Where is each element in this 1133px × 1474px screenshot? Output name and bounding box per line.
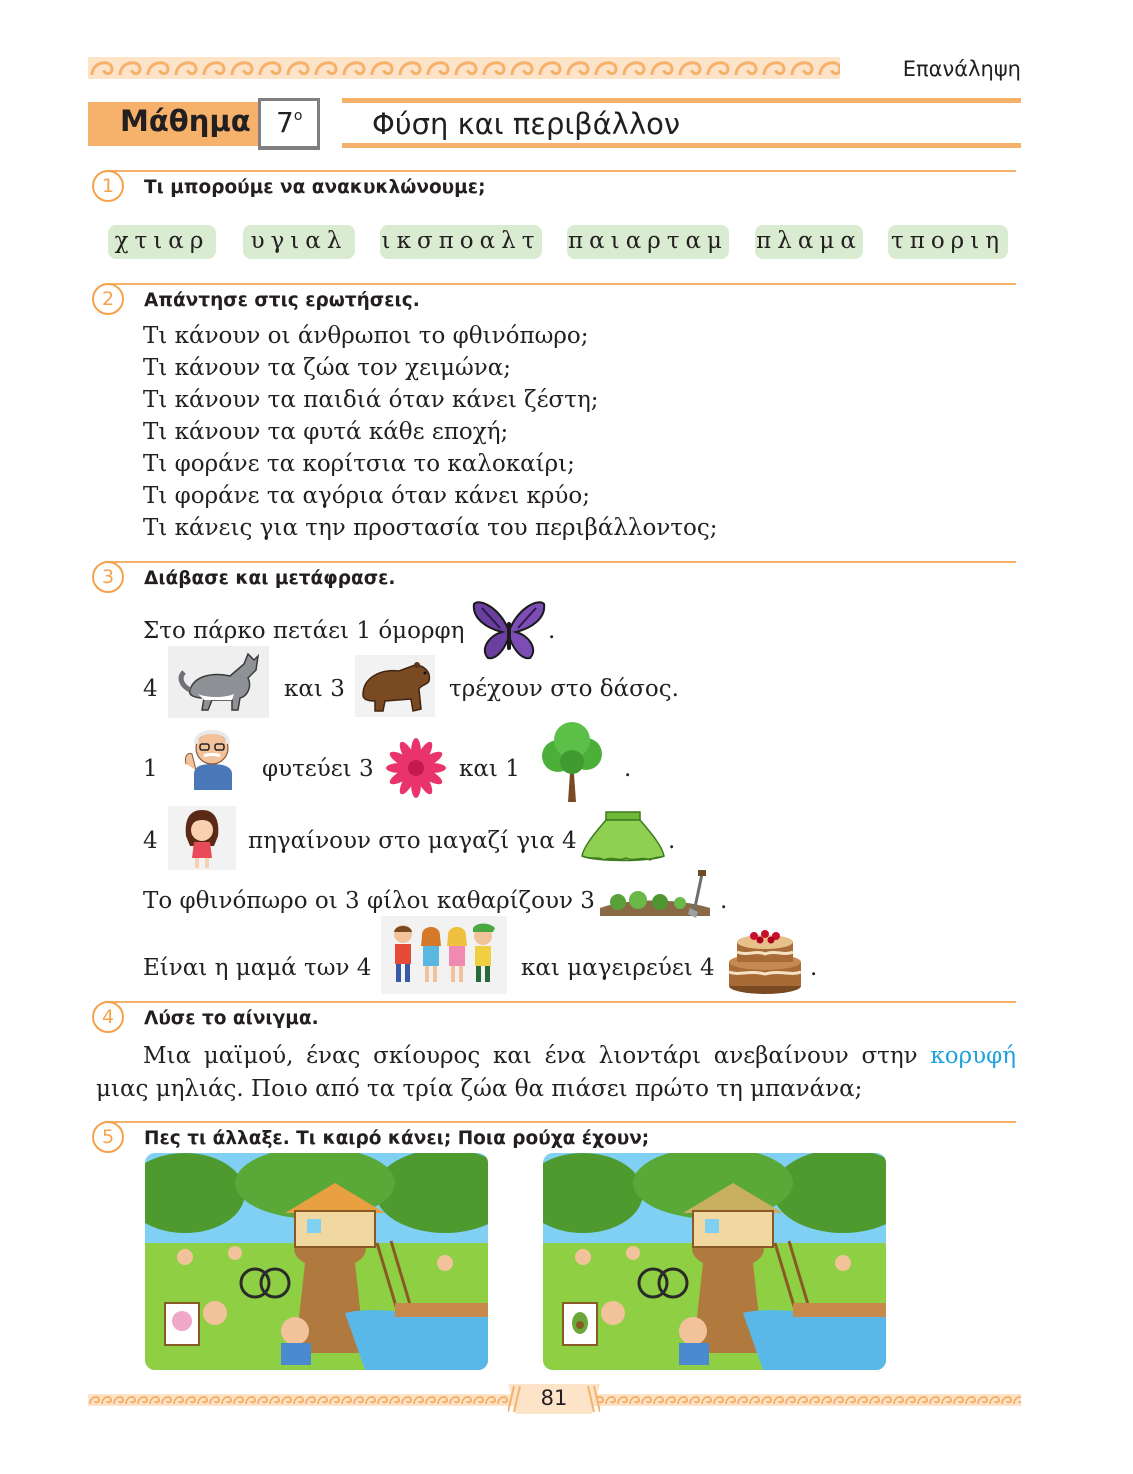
- title-top-rule: [342, 98, 1021, 103]
- lesson-title: Φύση και περιβάλλον: [372, 107, 681, 141]
- question-item: Τι κάνουν οι άνθρωποι το φθινόπωρο;: [143, 323, 589, 349]
- exercise-number-badge: 2: [92, 283, 124, 315]
- exercise-number-badge: 1: [92, 170, 124, 202]
- exercise-title: Διάβασε και μετάφρασε.: [144, 568, 396, 589]
- word-tag: πλαμα: [755, 225, 863, 259]
- sentence-4-end: .: [668, 828, 676, 854]
- lesson-number-suffix: ο: [293, 108, 303, 124]
- girl-icon: [168, 806, 236, 870]
- sentence-3-count: 1: [143, 756, 158, 782]
- question-item: Τι κάνουν τα φυτά κάθε εποχή;: [143, 419, 509, 445]
- exercise-title: Τι μπορούμε να ανακυκλώνουμε;: [144, 177, 486, 198]
- exercise-number-badge: 4: [92, 1001, 124, 1033]
- garden-icon: [598, 868, 716, 918]
- section-name: Επανάληψη: [902, 57, 1021, 81]
- exercise-3-header: [92, 561, 1016, 595]
- wolf-icon: [168, 646, 269, 718]
- question-item: Τι φοράνε τα κορίτσια το καλοκαίρι;: [143, 451, 575, 477]
- park-scene-left: [145, 1153, 488, 1370]
- exercise-title: Πες τι άλλαξε. Τι καιρό κάνει; Ποια ρούχα έχουν;: [144, 1128, 650, 1149]
- park-scene-right: [543, 1153, 886, 1370]
- riddle-text: [96, 1040, 1016, 1106]
- sentence-1-text: Στο πάρκο πετάει 1 όμορφη: [143, 618, 465, 644]
- bear-icon: [355, 655, 435, 717]
- question-item: Τι κάνουν τα παιδιά όταν κάνει ζέστη;: [143, 387, 599, 413]
- exercise-4-header: [92, 1001, 1016, 1035]
- sentence-2-end: τρέχουν στο δάσος.: [449, 676, 679, 702]
- children-icon: [381, 916, 507, 994]
- butterfly-icon: [472, 598, 546, 664]
- recycle-word-tags: [108, 225, 1008, 261]
- exercise-number-badge: 5: [92, 1121, 124, 1153]
- skirt-icon: [580, 808, 666, 864]
- riddle-text-end: μιας μηλιάς. Ποιο από τα τρία ζώα θα πιάσει πρώτο τη μπανάνα;: [96, 1076, 863, 1102]
- riddle-text-start: Μια μαϊμού, ένας σκίουρος και ένα λιοντάρι ανεβαίνουν στην: [143, 1043, 918, 1069]
- sentence-2-count: 4: [143, 676, 158, 702]
- lesson-title-bar: [88, 98, 1021, 150]
- riddle-highlight-word: κορυφή: [930, 1043, 1016, 1069]
- sentence-2-middle: και 3: [284, 676, 345, 702]
- exercise-title: Λύσε το αίνιγμα.: [144, 1008, 319, 1029]
- header-ornament-band: [88, 55, 840, 81]
- lesson-number-value: 7: [276, 106, 294, 139]
- exercise-rule: [108, 170, 1016, 172]
- question-list: [143, 320, 718, 544]
- sentence-6-middle: και μαγειρεύει 4: [521, 955, 715, 981]
- exercise-title: Απάντησε στις ερωτήσεις.: [144, 290, 420, 311]
- exercise-number-badge: 3: [92, 561, 124, 593]
- question-item: Τι κάνεις για την προστασία του περιβάλλοντος;: [143, 515, 718, 541]
- word-tag: υγιαλ: [243, 225, 355, 259]
- word-tag: παιαρταμ: [567, 225, 729, 259]
- cake-icon: [724, 914, 806, 996]
- exercise-rule: [108, 561, 1016, 563]
- lesson-label: Μάθημα: [120, 104, 251, 138]
- riddle-paragraph: [96, 1040, 1016, 1106]
- word-tag: χτιαρ: [108, 225, 216, 259]
- exercise-2-header: [92, 283, 1016, 317]
- title-bottom-rule: [342, 143, 1021, 148]
- flower-icon: [386, 738, 446, 798]
- exercise-rule: [108, 1001, 1016, 1003]
- exercise-5-header: [92, 1121, 1016, 1155]
- sentence-4-middle: πηγαίνουν στο μαγαζί για 4: [248, 828, 577, 854]
- question-item: Τι φοράνε τα αγόρια όταν κάνει κρύο;: [143, 483, 590, 509]
- exercise-1-header: [92, 170, 1016, 204]
- sentence-3-middle: φυτεύει 3: [262, 756, 374, 782]
- page-number: 81: [540, 1386, 568, 1410]
- sentence-5-text: Το φθινόπωρο οι 3 φίλοι καθαρίζουν 3: [143, 888, 595, 914]
- sentence-4-count: 4: [143, 828, 158, 854]
- sentence-6-end: .: [810, 955, 818, 981]
- question-item: Τι κάνουν τα ζώα τον χειμώνα;: [143, 355, 512, 381]
- sentence-3-after-flower: και 1: [459, 756, 520, 782]
- word-tag: τποριη: [888, 225, 1008, 259]
- sentence-6-text: Είναι η μαμά των 4: [143, 955, 372, 981]
- exercise-rule: [108, 1121, 1016, 1123]
- lesson-number: [276, 106, 302, 139]
- sentence-5-end: .: [720, 888, 728, 914]
- exercise-rule: [108, 283, 1016, 285]
- tree-icon: [536, 722, 608, 802]
- sentence-3-end: .: [624, 756, 632, 782]
- word-tag: ικσποαλτ: [380, 225, 542, 259]
- sentence-1-end: .: [548, 618, 556, 644]
- grandpa-icon: [180, 724, 244, 790]
